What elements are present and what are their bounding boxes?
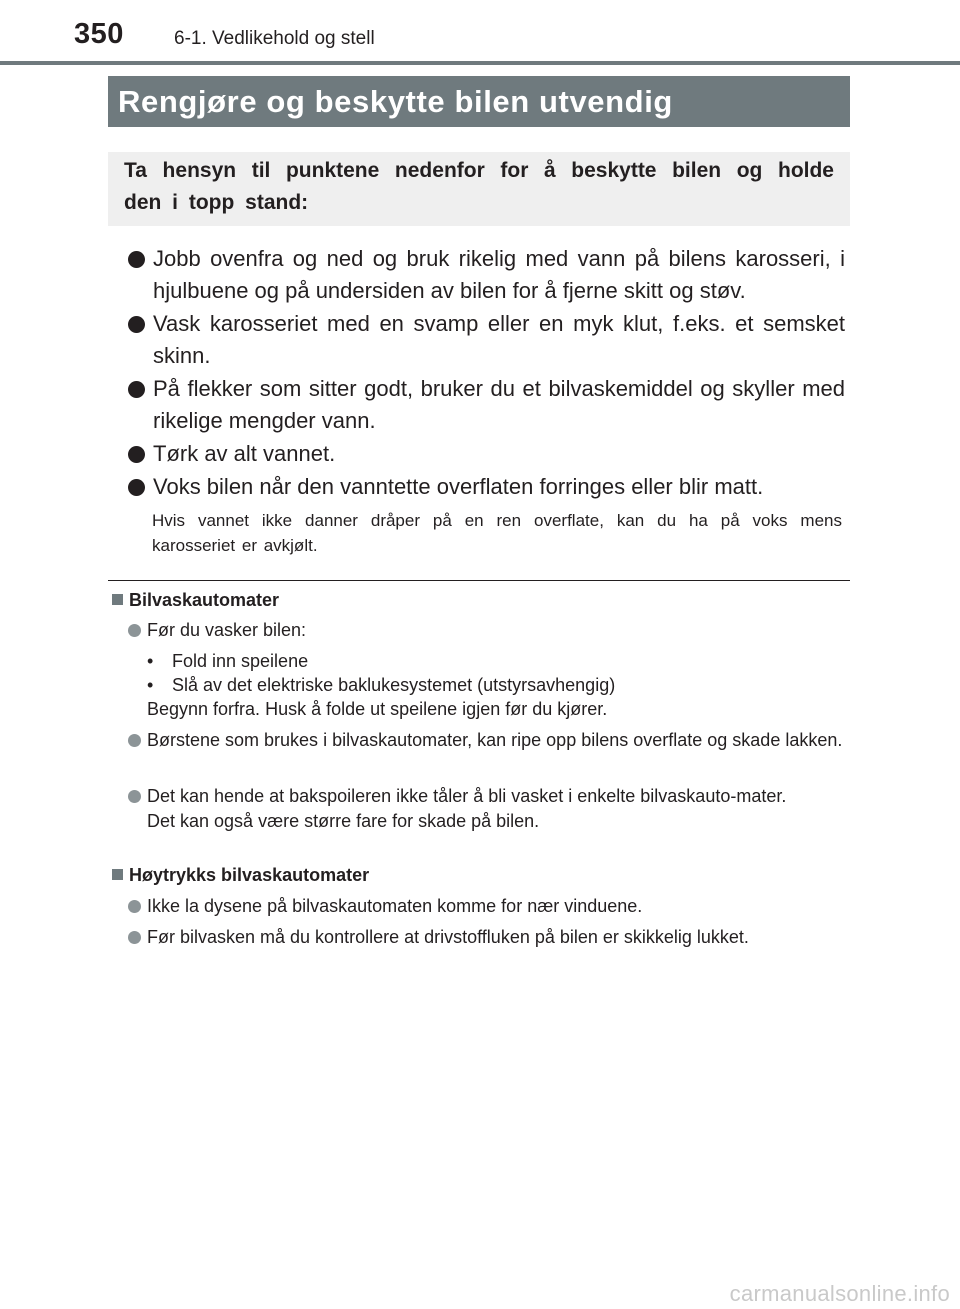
- main-item-text: Jobb ovenfra og ned og bruk rikelig med vann på bilens karosseri, i hjulbuene og på undersiden av bilen for å fjerne skitt og støv.: [153, 246, 845, 303]
- bullet-icon: [128, 624, 141, 637]
- list-item-text: Ikke la dysene på bilvaskautomaten komme for nær vinduene.: [147, 896, 643, 916]
- bullet-icon: [128, 479, 145, 496]
- dash-follow-text: Begynn forfra. Husk å folde ut speilene igjen før du kjører.: [147, 699, 608, 719]
- list-item-text: Før bilvasken må du kontrollere at drivstoffluken på bilen er skikkelig lukket.: [147, 927, 749, 947]
- page-title: Rengjøre og beskytte bilen utvendig: [108, 76, 850, 127]
- list-item-text: Det kan hende at bakspoileren ikke tåler å bli vasket i enkelte bilvaskauto-mater.: [147, 786, 787, 806]
- list-item: [128, 618, 850, 643]
- main-item-text: Tørk av alt vannet.: [153, 441, 336, 466]
- dash-item: [147, 649, 847, 673]
- list-item: [128, 728, 850, 753]
- list-item-text-cont: Det kan også være større fare for skade på bilen.: [147, 811, 540, 831]
- bullet-icon: [128, 790, 141, 803]
- dash-item-text: Fold inn speilene: [172, 651, 309, 671]
- heading-high-pressure: [112, 865, 369, 886]
- bullet-icon: [128, 931, 141, 944]
- list-item-text: Før du vasker bilen:: [147, 620, 307, 640]
- dash-bullet-icon: •: [147, 651, 154, 671]
- bullet-icon: [128, 381, 145, 398]
- dash-item-text: Slå av det elektriske baklukesystemet (utstyrsavhengig): [172, 675, 616, 695]
- heading-car-wash-text: Bilvaskautomater: [129, 590, 280, 610]
- dash-item: [147, 673, 847, 697]
- main-item: [128, 471, 845, 503]
- dash-list: [147, 649, 847, 721]
- page-number: 350: [74, 18, 124, 50]
- header-rule: [0, 61, 960, 65]
- main-item: [128, 243, 845, 307]
- bullet-icon: [128, 900, 141, 913]
- main-item: [128, 438, 845, 470]
- heading-car-wash: [112, 590, 279, 611]
- heading-high-pressure-text: Høytrykks bilvaskautomater: [129, 865, 370, 885]
- bullet-icon: [128, 734, 141, 747]
- main-item: [128, 308, 845, 372]
- watermark: carmanualsonline.info: [729, 1281, 950, 1306]
- square-bullet-icon: [112, 594, 123, 605]
- wax-note: Hvis vannet ikke danner dråper på en ren overflate, kan du ha på voks mens karosseriet er avkjølt.: [152, 511, 842, 555]
- square-bullet-icon: [112, 869, 123, 880]
- list-item: [128, 925, 850, 950]
- main-item-text: På flekker som sitter godt, bruker du et bilvaskemiddel og skyller med rikelige mengder vann.: [153, 376, 845, 433]
- main-list: [128, 243, 845, 504]
- main-item: [128, 373, 845, 437]
- list-item: [128, 894, 850, 919]
- main-item-text: Vask karosseriet med en svamp eller en myk klut, f.eks. et semsket skinn.: [153, 311, 845, 368]
- list-item-text: Børstene som brukes i bilvaskautomater, kan ripe opp bilens overflate og skade lakken.: [147, 730, 843, 750]
- section-divider: [108, 580, 850, 581]
- section-label: 6-1. Vedlikehold og stell: [174, 28, 375, 49]
- bullet-icon: [128, 446, 145, 463]
- intro-box: [108, 152, 850, 226]
- bullet-icon: [128, 251, 145, 268]
- list-item: [128, 784, 850, 834]
- bullet-icon: [128, 316, 145, 333]
- intro-text: Ta hensyn til punktene nedenfor for å beskytte bilen og holde den i topp stand:: [124, 159, 834, 214]
- dash-bullet-icon: •: [147, 675, 154, 695]
- main-item-text: Voks bilen når den vanntette overflaten forringes eller blir matt.: [153, 474, 764, 499]
